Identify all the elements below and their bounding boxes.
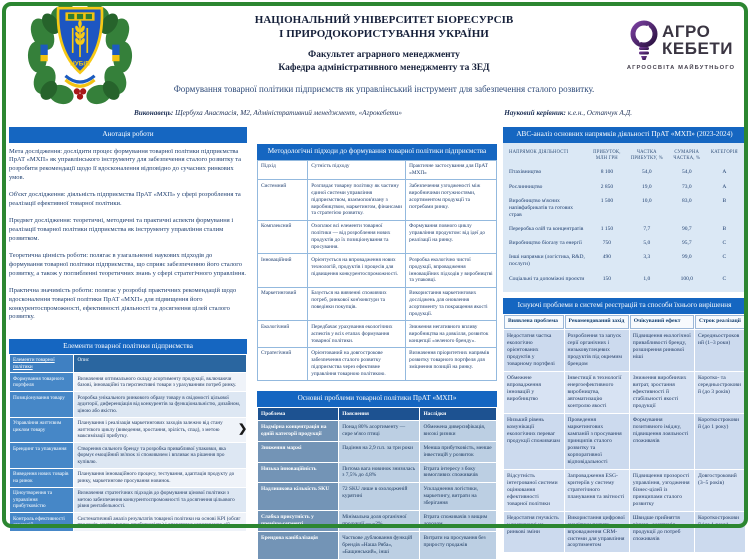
executor-value: Щербуха Анастасія, М2, Адміністративний менеджмент, «Агрокебети» bbox=[175, 109, 402, 117]
nubip-emblem bbox=[26, 3, 134, 107]
table-cell: Формування позитивного іміджу, підвищення лояльності споживачів bbox=[630, 414, 694, 469]
table-cell: Системний bbox=[258, 180, 308, 220]
table-cell: Розробка екологічно чистої продукції, впровадження інноваційних підходів у виробництві та упаковці. bbox=[406, 254, 497, 288]
annotation-paragraph: Предмет дослідження: теоретичні, методичні та практичні аспекти формування і реалізації товарної політики підприємства як інструменту управління сталим розвитком. bbox=[9, 217, 234, 242]
table-cell: 19,0 bbox=[642, 183, 652, 190]
table-row bbox=[504, 470, 745, 511]
byline bbox=[134, 109, 632, 118]
table-cell: 5,0 bbox=[643, 240, 651, 247]
table-cell: Планування інноваційного процесу, тестування, адаптація продукту до ринку, маркетингове просування новинок. bbox=[74, 469, 246, 487]
table-row bbox=[258, 511, 496, 531]
table-row bbox=[258, 180, 497, 220]
table-cell: Питома вага новинок знизилась з 7,5% до 4,8% bbox=[339, 463, 419, 483]
problems-table-block bbox=[257, 391, 497, 559]
table-cell: 2 850 bbox=[600, 183, 614, 190]
agro-logo-word2: КЕБЕТИ bbox=[662, 39, 733, 58]
table-cell: Виробництво м'ясних напівфабрикатів та готових страв bbox=[509, 197, 574, 218]
table-cell: 150 bbox=[602, 275, 611, 282]
table-cell: 99,0 bbox=[681, 254, 692, 261]
table-cell: Витрати на просування без приросту продажів bbox=[420, 532, 496, 559]
problems-section-header: Основні проблеми товарної політики ПрАТ «МХП» bbox=[257, 391, 497, 407]
table-header-cell: Рекомендований захід bbox=[565, 315, 629, 329]
table-cell: 7,7 bbox=[643, 226, 651, 233]
table-cell: 8 100 bbox=[600, 169, 614, 176]
table-row bbox=[258, 463, 496, 483]
table-row bbox=[507, 194, 742, 222]
table-cell: Підвищення екологічної привабливості бренду, розширення ринкової ніші bbox=[630, 330, 694, 371]
table-cell: Слабка присутність у преміум-сегменті bbox=[258, 511, 338, 531]
table-cell: Визначення стратегічних підходів до формування цінової політики з метою забезпечення конкурентоспроможності та досягнення цільового рівня рентабельності. bbox=[74, 488, 246, 513]
table-cell: Короткостроковий (до 1 року) bbox=[695, 414, 745, 469]
table-cell: Систематичний аналіз результатів товарної політики на основі KPI (обсяг продажів, частка ринку, прибутковість) і оперативне коригування дій. bbox=[74, 513, 246, 531]
table-cell: Ускладнення логістики, маркетингу, витрати на зберігання bbox=[420, 483, 496, 510]
table-cell: Зниження виробничих витрат, зростання ефективності й стабільності якості продукції bbox=[630, 372, 694, 413]
table-cell: 1 500 bbox=[600, 197, 614, 204]
table-cell: 72 SKU лише в охолодженій курятині bbox=[339, 483, 419, 510]
right-column bbox=[503, 127, 746, 553]
table-header-cell: Проблема bbox=[258, 408, 338, 420]
table-cell: C bbox=[722, 275, 727, 282]
table-header-cell: ЧАСТКА ПРИБУТКУ, % bbox=[630, 149, 663, 161]
table-header-row bbox=[258, 408, 496, 420]
table-header-cell: КАТЕГОРІЯ bbox=[710, 149, 738, 155]
table-header-cell: Сутність підходу bbox=[308, 160, 406, 180]
table-cell: 95,7 bbox=[681, 240, 692, 247]
table-cell: Обмежене впровадження інновацій у виробництво bbox=[504, 372, 564, 413]
annotation-section-header: Анотація роботи bbox=[9, 127, 247, 143]
table-cell: Менша прибутковість, менше інвестицій у розвиток bbox=[420, 442, 496, 462]
table-cell: 10,0 bbox=[642, 197, 652, 204]
table-row bbox=[504, 512, 745, 553]
executor-label: Виконавець: bbox=[134, 109, 174, 117]
annotation-paragraph: Практична значимість роботи: полягає у розробці практичних рекомендацій щодо вдосконалення товарної політики ПрАТ «МХП» для підвищення його конкурентоспроможності, ефективності діяльності та досягнення цілей сталого розвитку. bbox=[9, 287, 237, 321]
table-row bbox=[507, 237, 742, 251]
table-cell: Надлишкова кількість SKU bbox=[258, 483, 338, 510]
table-cell: Визначення пріоритетних напрямів розвитку товарного портфеля для зміцнення позицій на ринку. bbox=[406, 347, 497, 381]
table-cell: Розробка унікального ринкового образу товару в свідомості цільової аудиторії, диференціація від конкурентів за функціональністю, дизайном, ціною або якістю. bbox=[74, 392, 246, 417]
table-row bbox=[507, 223, 742, 237]
elements-table-header-bar: Елементи товарної політики підприємства bbox=[9, 339, 247, 355]
solutions-table-block bbox=[503, 298, 746, 553]
table-cell: Зниження маржі bbox=[258, 442, 338, 462]
annotation-paragraph: Мета дослідження: дослідити процес формування товарної політики підприємства ПрАТ «МХП» як управлінського інструменту для забезпечення сталого розвитку та розробити рекомендації щодо її вдосконалення відповідно до сучасних ринкових умов. bbox=[9, 147, 242, 181]
table-cell: Недостатня гнучкість у реагуванні на ринкові зміни bbox=[504, 512, 564, 553]
university-name-line1: НАЦІОНАЛЬНИЙ УНІВЕРСИТЕТ БІОРЕСУРСІВ bbox=[254, 14, 514, 26]
department-name: Кафедра адміністративного менеджменту та ЗЕД bbox=[278, 62, 490, 73]
table-header-row bbox=[258, 160, 497, 180]
table-cell: Використання маркетингових досліджень для оновлення асортименту та покращення якості продукції. bbox=[406, 287, 497, 321]
scroll-right-chevron-icon[interactable]: ❯ bbox=[238, 423, 248, 435]
supervisor-label: Науковий керівник: bbox=[504, 109, 566, 117]
annotation-paragraph: Об'єкт дослідження: діяльність підприємства ПрАТ «МХП» у сфері розроблення та реалізації ефективної товарної політики. bbox=[9, 191, 241, 207]
table-cell: Виробництво біогазу та енергії bbox=[509, 240, 582, 247]
table-cell: C bbox=[722, 254, 727, 261]
table-cell: 83,0 bbox=[681, 197, 692, 204]
table-cell: B bbox=[722, 226, 727, 233]
table-header-row bbox=[507, 146, 742, 166]
agro-logo-word1: АГРО bbox=[662, 22, 711, 42]
table-cell: Недостатня частка екологічно орієнтованих продуктів у товарному портфелі bbox=[504, 330, 564, 371]
table-cell: Відсутність інтегрованої системи оцінювання ефективності товарної політики bbox=[504, 470, 564, 511]
table-row bbox=[10, 443, 246, 468]
table-cell: 100,0 bbox=[680, 275, 693, 282]
table-cell: 1 150 bbox=[600, 226, 614, 233]
table-cell: Підвищення прозорості управління, узгодження бізнес-цілей із принципами сталого розвитку bbox=[630, 470, 694, 511]
table-cell: Контроль ефективності стратегій bbox=[10, 513, 73, 531]
table-row bbox=[10, 392, 246, 417]
university-name-line2: І ПРИРОДОКОРИСТУВАННЯ УКРАЇНИ bbox=[279, 28, 489, 41]
table-cell: Базується на вивченні споживчих потреб, ринкової кон'юнктури та поведінки покупців. bbox=[308, 287, 406, 321]
table-cell: Низька інноваційність bbox=[258, 463, 338, 483]
table-cell: Формування повного циклу управління продуктом: від ідеї до реалізації на ринку. bbox=[406, 220, 497, 254]
table-cell: Виведення нових товарів на ринок bbox=[10, 469, 73, 487]
table-cell: Втрата споживачів з вищим доходом bbox=[420, 511, 496, 531]
solutions-table bbox=[503, 314, 746, 554]
table-cell: Падіння на 2,9 п.п. за три роки bbox=[339, 442, 419, 462]
table-cell: Охоплює всі елементи товарної політики — від розроблення нових продуктів до їх позиціонування та просування. bbox=[308, 220, 406, 254]
table-row bbox=[258, 532, 496, 559]
table-cell: 3,3 bbox=[643, 254, 651, 261]
table-cell: Обмежена диверсифікація, високі ризики bbox=[420, 421, 496, 441]
table-cell: Короткостроковий (до 1 року) bbox=[695, 512, 745, 553]
table-header-cell: ПРИБУТОК, МЛН ГРН bbox=[593, 149, 621, 161]
table-cell: 90,7 bbox=[681, 226, 692, 233]
table-cell: 73,0 bbox=[681, 183, 692, 190]
table-row bbox=[258, 421, 496, 441]
nubip-coat-of-arms-icon bbox=[26, 3, 134, 107]
table-cell: Забезпечення узгодженості між виробничими потужностями, асортиментом продукції та потребами ринку. bbox=[406, 180, 497, 220]
supervisor-value: к.е.н., Остапчук А.Д. bbox=[567, 109, 632, 117]
table-row bbox=[258, 287, 497, 321]
table-row bbox=[507, 272, 742, 286]
table-cell: 54,0 bbox=[642, 169, 652, 176]
nubip-abbr-text: НУБіП bbox=[70, 60, 90, 68]
agro-kebety-logo bbox=[620, 20, 742, 71]
abc-section-header: ABC-аналіз основних напрямків діяльності ПрАТ «МХП» (2023-2024) bbox=[503, 127, 746, 143]
table-cell: Переробка олій та концентратів bbox=[509, 226, 584, 233]
annotation-text bbox=[9, 148, 247, 339]
table-cell: Розроблення та запуск серії органічних і низьковуглецевих продуктів під окремим брендом bbox=[565, 330, 629, 371]
table-cell: A bbox=[722, 183, 727, 190]
table-cell: Часткове дублювання функцій брендів «Наша Ряба», «Бащинський», інші bbox=[339, 532, 419, 559]
table-cell: Стратегічний bbox=[258, 347, 308, 381]
table-cell: Ціноутворення та управління прибутковістю bbox=[10, 488, 73, 513]
table-header-cell: Практичне застосування для ПрАТ «МХП» bbox=[406, 160, 497, 180]
table-cell: Коротко- та середньостроковий (до 3 років) bbox=[695, 372, 745, 413]
table-cell: Понад 80% асортименту — сире м'ясо птиці bbox=[339, 421, 419, 441]
table-cell: Створення сильного бренду та розробка привабливої упаковки, яка формує емоційний зв'язок зі споживачем і впливає на рішення про купівлю. bbox=[74, 443, 246, 468]
table-cell: Розглядає товарну політику як частину єдиної системи управління підприємством, взаємопов'язану з виробництвом, маркетингом, фінансами та стратегією розвитку. bbox=[308, 180, 406, 220]
left-column bbox=[9, 127, 247, 532]
table-cell: B bbox=[722, 197, 727, 204]
table-row bbox=[10, 513, 246, 531]
agro-logo-tagline: АГРООСВІТА МАЙБУТНЬОГО bbox=[626, 65, 736, 71]
table-header-cell: Строк реалізації bbox=[695, 315, 745, 329]
table-cell: Надмірна концентрація на одній категорії продукції bbox=[258, 421, 338, 441]
table-cell: Швидше прийняття рішень, адаптація продукції до потреб споживачів bbox=[630, 512, 694, 553]
table-row bbox=[507, 251, 742, 272]
thesis-topic: Формування товарної політики підприємств як управлінський інструмент для забезпечення сталого розвитку. bbox=[173, 84, 595, 95]
table-cell: Інші напрямки (логістика, R&D, послуги) bbox=[509, 254, 585, 268]
table-cell: Довгостроковий (3–5 років) bbox=[695, 470, 745, 511]
table-row bbox=[10, 418, 246, 443]
table-cell: Брендова канібалізація bbox=[258, 532, 338, 559]
annotation-paragraph: Теоретична цінність роботи: полягає в узагальненні наукових підходів до формування товарної політики підприємства, що сприяє забезпеченню його сталого розвитку, а також у поглибленні теоретичних знань у сфері стратегічного управління. bbox=[9, 252, 247, 277]
table-cell: Зниження негативного впливу виробництва на довкілля, розвиток концепції «зеленого бренду». bbox=[406, 321, 497, 348]
table-cell: Позиціонування товару bbox=[10, 392, 73, 417]
table-row bbox=[504, 414, 745, 469]
table-row bbox=[507, 180, 742, 194]
table-header-cell: НАПРЯМОК ДІЯЛЬНОСТІ bbox=[509, 149, 569, 155]
table-cell: Управління життєвим циклом товару bbox=[10, 418, 73, 443]
table-row bbox=[258, 321, 497, 348]
table-row bbox=[258, 442, 496, 462]
faculty-department bbox=[145, 49, 623, 76]
table-cell: Брендинг та упакування bbox=[10, 443, 73, 468]
table-header-cell: Виявлена проблема bbox=[504, 315, 564, 329]
poster-title-block bbox=[145, 13, 623, 96]
table-header-cell: Очікуваний ефект bbox=[630, 315, 694, 329]
table-cell: Орієнтується на впровадження нових технологій, продуктів і процесів для підвищення конкурентоспроможності. bbox=[308, 254, 406, 288]
table-header-cell: Підхід bbox=[258, 160, 308, 180]
table-cell: Маркетинговий bbox=[258, 287, 308, 321]
table-header-cell: Наслідки bbox=[420, 408, 496, 420]
table-header-cell: Опис bbox=[74, 355, 246, 372]
table-cell: Соціальні та допоміжні проєкти bbox=[509, 275, 585, 282]
table-row bbox=[258, 483, 496, 510]
elements-table bbox=[9, 354, 247, 532]
table-cell: A bbox=[722, 169, 727, 176]
table-row bbox=[504, 330, 745, 371]
table-cell: 490 bbox=[602, 254, 611, 261]
table-cell: Передбачає урахування екологічних аспектів у всіх етапах формування товарної політики. bbox=[308, 321, 406, 348]
table-cell: Комплексний bbox=[258, 220, 308, 254]
table-cell: Проведення маркетингових кампаній з просування принципів сталого розвитку та корпоративної відповідальності bbox=[565, 414, 629, 469]
table-cell: Низький рівень комунікації екологічних переваг продукції споживачам bbox=[504, 414, 564, 469]
table-cell: Інноваційний bbox=[258, 254, 308, 288]
table-cell: Рослинництво bbox=[509, 183, 543, 190]
table-cell: Середньостроковий (1–3 роки) bbox=[695, 330, 745, 371]
university-name bbox=[145, 13, 623, 42]
table-header-row bbox=[10, 355, 246, 372]
abc-table bbox=[507, 146, 742, 287]
methodology-table bbox=[257, 160, 497, 382]
table-cell: C bbox=[722, 240, 727, 247]
table-cell: Формування товарного портфеля bbox=[10, 373, 73, 391]
abc-table-panel bbox=[503, 143, 746, 293]
middle-column bbox=[257, 144, 497, 560]
table-cell: Орієнтований на довгострокове забезпечення сталого розвитку підприємства через ефективне управління товарною політикою. bbox=[308, 347, 406, 381]
table-cell: Мінімальна доля органічної продукції — ~2% bbox=[339, 511, 419, 531]
table-row bbox=[10, 488, 246, 513]
table-cell: 750 bbox=[602, 240, 611, 247]
table-cell: Інвестиції в технології енергоефективного виробництва, автоматизацію контролю якості bbox=[565, 372, 629, 413]
lightbulb-icon bbox=[629, 20, 659, 62]
faculty-name: Факультет аграрного менеджменту bbox=[308, 49, 460, 60]
table-header-cell: СУМАРНА ЧАСТКА, % bbox=[673, 149, 701, 161]
table-cell: 1,0 bbox=[643, 275, 651, 282]
table-cell: Використання цифрової аналітики попиту, впровадження CRM-системи для управління асортиментом bbox=[565, 512, 629, 553]
table-row bbox=[504, 372, 745, 413]
executor-line bbox=[134, 109, 402, 118]
table-row bbox=[258, 254, 497, 288]
table-row bbox=[10, 469, 246, 487]
table-cell: Запровадження ESG-критеріїв у систему стратегічного планування та звітності bbox=[565, 470, 629, 511]
table-row bbox=[258, 347, 497, 381]
problems-table bbox=[257, 407, 497, 560]
elements-table-block bbox=[9, 339, 247, 533]
table-header-row bbox=[504, 315, 745, 329]
table-header-cell: Пояснення bbox=[339, 408, 419, 420]
table-cell: Птахівництво bbox=[509, 169, 542, 176]
supervisor-line bbox=[504, 109, 632, 118]
solutions-section-header: Існуючі проблеми в системі реєстрацій та способи їхнього вирішення bbox=[503, 298, 746, 314]
table-header-cell: Елементи товарної політики bbox=[10, 355, 73, 372]
table-row bbox=[258, 220, 497, 254]
table-cell: Екологічний bbox=[258, 321, 308, 348]
table-row bbox=[10, 373, 246, 391]
table-cell: 54,0 bbox=[681, 169, 692, 176]
table-row bbox=[507, 166, 742, 180]
table-cell: Визначення оптимального складу асортименту продукції, включаючи базові, інноваційні та перспективні товари з урахуванням потреб ринку. bbox=[74, 373, 246, 391]
table-cell: Втрата інтересу з боку вимогливих споживачів bbox=[420, 463, 496, 483]
table-cell: Планування і реалізація маркетингових заходів залежно від стану життєвого циклу (виведення, зростання, зрілість, спад), з метою максимізації прибутку. bbox=[74, 418, 246, 443]
methodology-section-header: Методологічні підходи до формування товарної політики підприємства bbox=[257, 144, 497, 160]
